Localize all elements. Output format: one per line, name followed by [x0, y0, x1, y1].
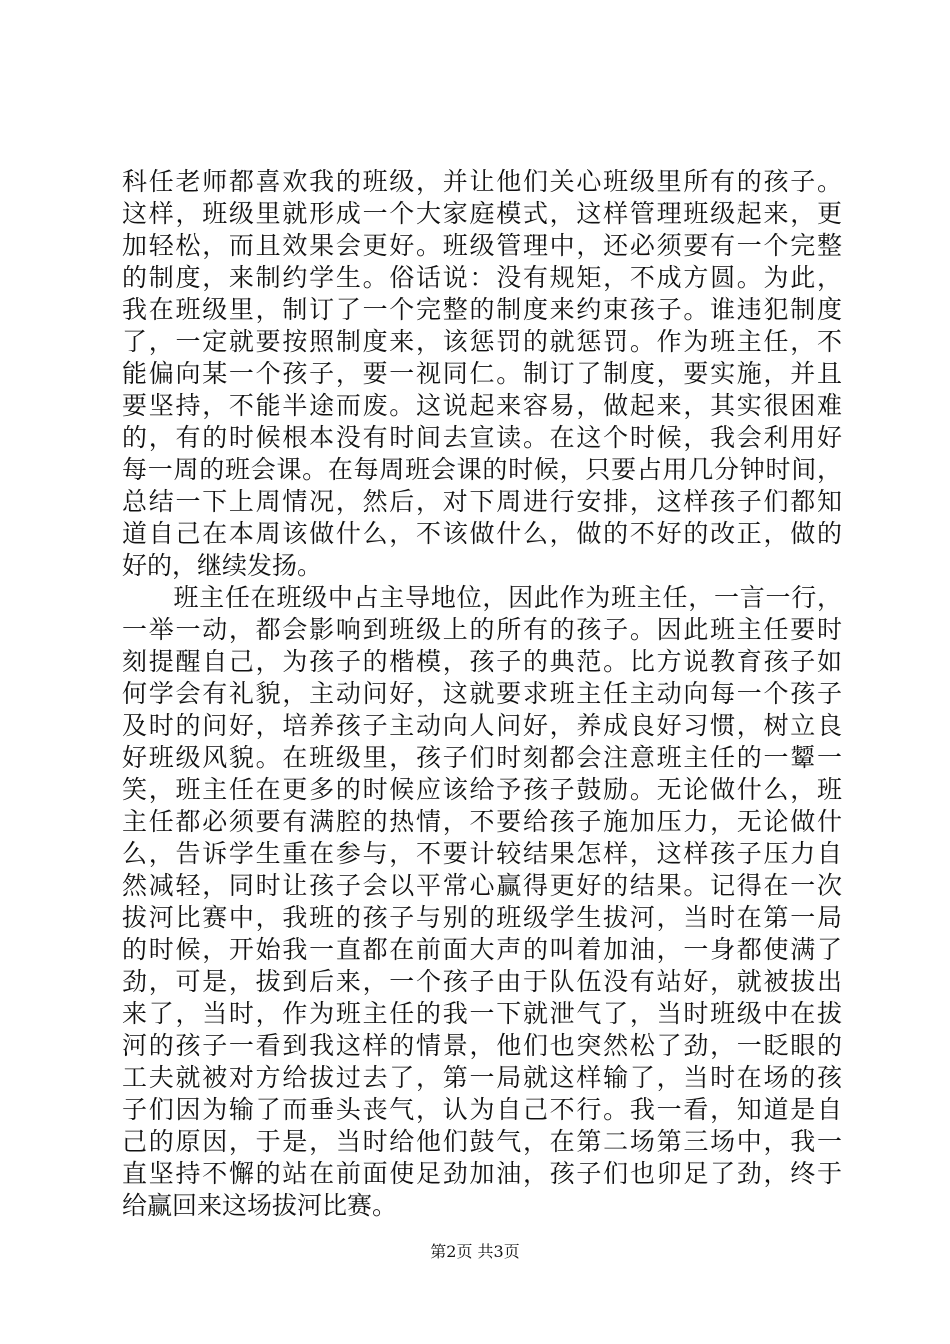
text-line: 加轻松，而且效果会更好。班级管理中，还必须要有一个完整 [122, 231, 842, 260]
text-line: 这样，班级里就形成一个大家庭模式，这样管理班级起来，更 [122, 199, 842, 228]
text-line: 劲，可是，拔到后来，一个孩子由于队伍没有站好，就被拔出 [122, 967, 842, 996]
text-line: 子们因为输了而垂头丧气，认为自己不行。我一看，知道是自 [122, 1095, 842, 1124]
text-line: 我在班级里，制订了一个完整的制度来约束孩子。谁违犯制度 [122, 295, 842, 324]
text-line: 的时候，开始我一直都在前面大声的叫着加油，一身都使满了 [122, 935, 842, 964]
text-line: 己的原因，于是，当时给他们鼓气，在第二场第三场中，我一 [122, 1127, 842, 1156]
text-line: 的，有的时候根本没有时间去宣读。在这个时候，我会利用好 [122, 423, 842, 452]
text-line: 每一周的班会课。在每周班会课的时候，只要占用几分钟时间， [122, 455, 842, 484]
text-line: 好班级风貌。在班级里，孩子们时刻都会注意班主任的一颦一 [122, 743, 842, 772]
text-line: 么，告诉学生重在参与，不要计较结果怎样，这样孩子压力自 [122, 839, 842, 868]
text-line: 给赢回来这场拔河比赛。 [122, 1191, 398, 1220]
text-line: 道自己在本周该做什么，不该做什么，做的不好的改正，做的 [122, 519, 842, 548]
text-line: 一举一动，都会影响到班级上的所有的孩子。因此班主任要时 [122, 615, 842, 644]
page-footer [0, 1240, 950, 1264]
text-line: 直坚持不懈的站在前面使足劲加油，孩子们也卯足了劲，终于 [122, 1159, 842, 1188]
text-line: 主任都必须要有满腔的热情，不要给孩子施加压力，无论做什 [122, 807, 842, 836]
text-line: 来了，当时，作为班主任的我一下就泄气了，当时班级中在拔 [122, 999, 842, 1028]
page-indicator: 第2页 共3页 [430, 1242, 520, 1261]
text-line: 班主任在班级中占主导地位，因此作为班主任，一言一行， [122, 583, 842, 612]
text-line: 笑，班主任在更多的时候应该给予孩子鼓励。无论做什么，班 [122, 775, 842, 804]
text-line: 的制度，来制约学生。俗话说：没有规矩，不成方圆。为此， [122, 263, 842, 292]
text-line: 能偏向某一个孩子，要一视同仁。制订了制度，要实施，并且 [122, 359, 842, 388]
text-line: 了，一定就要按照制度来，该惩罚的就惩罚。作为班主任，不 [122, 327, 842, 356]
text-line: 拔河比赛中，我班的孩子与别的班级学生拔河，当时在第一局 [122, 903, 842, 932]
text-line: 总结一下上周情况，然后，对下周进行安排，这样孩子们都知 [122, 487, 842, 516]
text-line: 科任老师都喜欢我的班级，并让他们关心班级里所有的孩子。 [122, 167, 842, 196]
text-line: 何学会有礼貌，主动问好，这就要求班主任主动向每一个孩子 [122, 679, 842, 708]
text-line: 工夫就被对方给拔过去了，第一局就这样输了，当时在场的孩 [122, 1063, 842, 1092]
text-line: 然减轻，同时让孩子会以平常心赢得更好的结果。记得在一次 [122, 871, 842, 900]
text-line: 好的，继续发扬。 [122, 551, 323, 580]
text-line: 及时的问好，培养孩子主动向人问好，养成良好习惯，树立良 [122, 711, 842, 740]
text-line: 要坚持，不能半途而废。这说起来容易，做起来，其实很困难 [122, 391, 842, 420]
text-line: 河的孩子一看到我这样的情景，他们也突然松了劲，一眨眼的 [122, 1031, 842, 1060]
body-text [122, 166, 842, 1222]
text-line: 刻提醒自己，为孩子的楷模，孩子的典范。比方说教育孩子如 [122, 647, 842, 676]
